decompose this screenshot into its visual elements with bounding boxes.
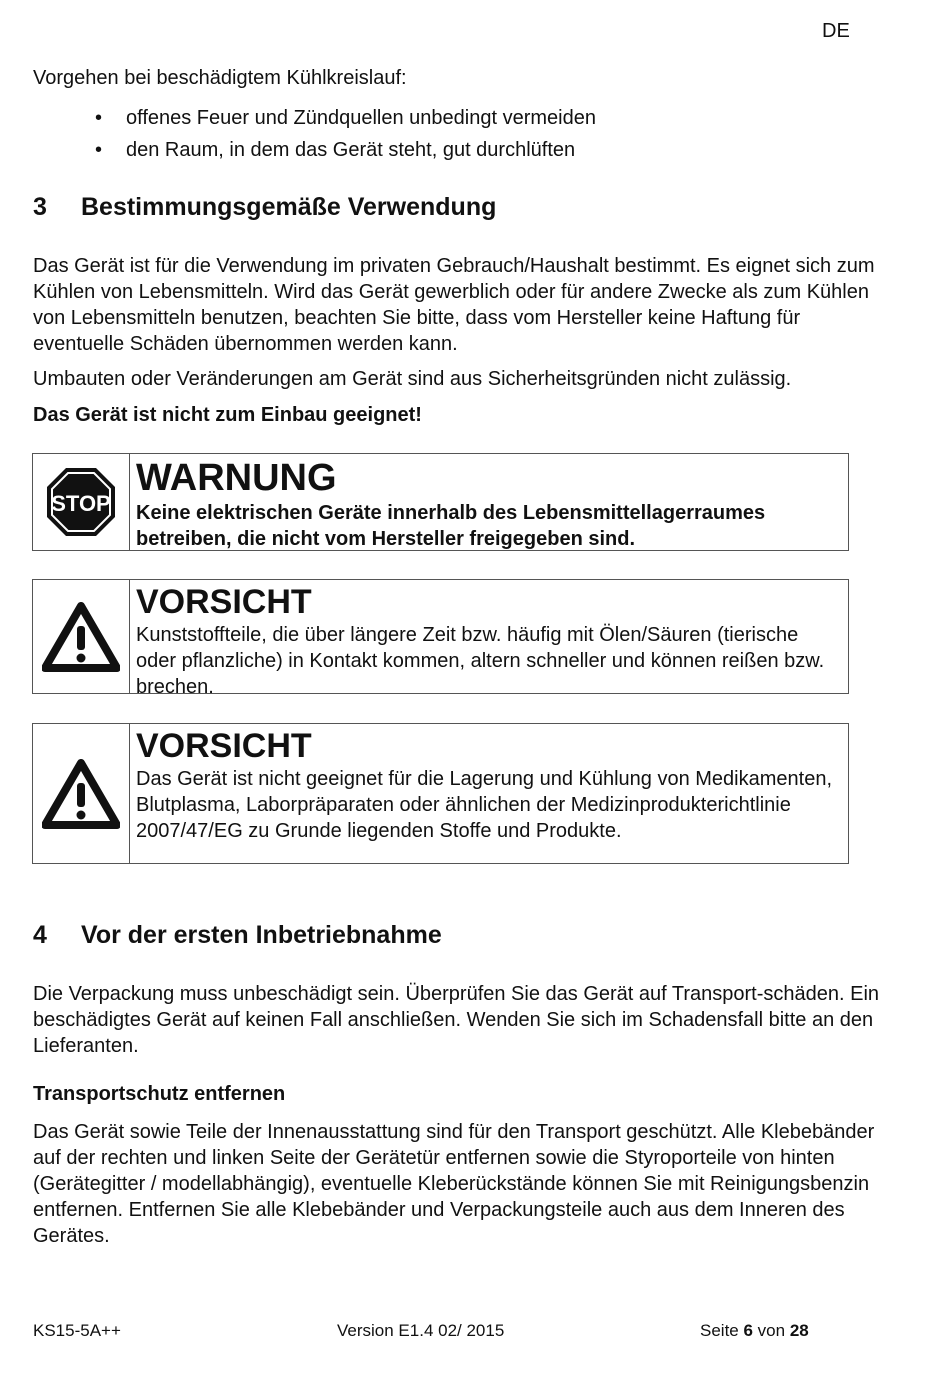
footer-model: KS15-5A++ bbox=[33, 1321, 121, 1340]
warning-text: Keine elektrischen Geräte innerhalb des Lebensmittellagerraumes betreiben, die nicht vom Hersteller freigegeben sind. bbox=[136, 502, 766, 550]
section-number: 4 bbox=[33, 921, 47, 949]
warning-triangle-icon bbox=[42, 759, 120, 829]
caution-icon-cell bbox=[33, 580, 130, 693]
section-title: Bestimmungsgemäße Verwendung bbox=[81, 193, 497, 221]
intro-bullet-list bbox=[95, 102, 596, 166]
page-prefix: Seite bbox=[700, 1321, 744, 1340]
section-4-heading bbox=[33, 921, 442, 950]
section-3-notice: Das Gerät ist nicht zum Einbau geeignet! bbox=[33, 404, 422, 426]
page-total: 28 bbox=[789, 1321, 809, 1340]
caution-text-cell-1 bbox=[130, 580, 848, 698]
section-4-paragraph-1: Die Verpackung muss unbeschädigt sein. Überprüfen Sie das Gerät auf Transport-schäden. Ein beschädigtes Gerät auf keinen Fall anschließen. Wenden Sie sich im Schadensfall bitte an den Lieferanten. bbox=[33, 983, 880, 1057]
section-4-paragraph-2: Das Gerät sowie Teile der Innenausstattung sind für den Transport geschützt. Alle Klebebänder auf der rechten und linken Seite der Gerätetür entfernen sowie die Styroporteile von hinten (Gerätegitter / modellabhängig), eventuelle Kleberückstände können Sie mit Reinigungsbenzin entfernen. Entfernen Sie alle Klebebänder und Verpackungsteile auch aus dem Inneren des Gerätes. bbox=[33, 1121, 875, 1247]
list-item: • offenes Feuer und Zündquellen unbedingt vermeiden bbox=[95, 102, 596, 134]
warning-icon-cell bbox=[33, 454, 130, 550]
intro-lead: Vorgehen bei beschädigtem Kühlkreislauf: bbox=[33, 67, 407, 89]
section-3-paragraph-2: Umbauten oder Veränderungen am Gerät sind aus Sicherheitsgründen nicht zulässig. bbox=[33, 368, 792, 390]
warning-triangle-icon bbox=[42, 602, 120, 672]
page-mid: von bbox=[752, 1321, 790, 1340]
section-3-paragraph-1: Das Gerät ist für die Verwendung im privaten Gebrauch/Haushalt bestimmt. Es eignet sich zum Kühlen von Lebensmitteln. Wird das Gerät gewerblich oder für andere Zwecke als zum Kühlen von Lebensmitteln benutzen, beachten Sie bitte, dass vom Hersteller keine Haftung für eventuelle Schäden übernommen werden kann. bbox=[33, 255, 875, 355]
list-item: • den Raum, in dem das Gerät steht, gut durchlüften bbox=[95, 134, 596, 166]
page-current: 6 bbox=[743, 1321, 753, 1340]
section-3-heading bbox=[33, 193, 496, 222]
section-title: Vor der ersten Inbetriebnahme bbox=[81, 921, 442, 949]
subsection-heading: Transportschutz entfernen bbox=[33, 1083, 286, 1105]
caution-box-2 bbox=[32, 723, 849, 864]
caution-heading-1: VORSICHT bbox=[136, 583, 312, 621]
warning-heading: WARNUNG bbox=[136, 457, 337, 499]
footer-page-number bbox=[700, 1321, 809, 1341]
section-number: 3 bbox=[33, 193, 47, 221]
stop-sign-text: STOP bbox=[51, 491, 111, 516]
caution-icon-cell bbox=[33, 724, 130, 863]
language-tag: DE bbox=[822, 20, 850, 42]
stop-sign-icon bbox=[45, 466, 117, 538]
warning-text-cell bbox=[130, 454, 848, 550]
caution-text-1: Kunststoffteile, die über längere Zeit bzw. häufig mit Ölen/Säuren (tierische oder pflanzliche) in Kontakt kommen, altern schneller und können reißen bzw. brechen. bbox=[136, 624, 825, 698]
caution-box-1 bbox=[32, 579, 849, 698]
caution-text-cell-2 bbox=[130, 724, 848, 863]
footer-version: Version E1.4 02/ 2015 bbox=[337, 1321, 505, 1340]
warning-box bbox=[32, 453, 849, 551]
caution-text-2: Das Gerät ist nicht geeignet für die Lagerung und Kühlung von Medikamenten, Blutplasma, Laborpräparaten oder ähnlichen der Medizinprodukterichtlinie 2007/47/EG zu Grunde liegenden Stoffe und Produkte. bbox=[136, 768, 832, 842]
caution-heading-2: VORSICHT bbox=[136, 727, 312, 765]
